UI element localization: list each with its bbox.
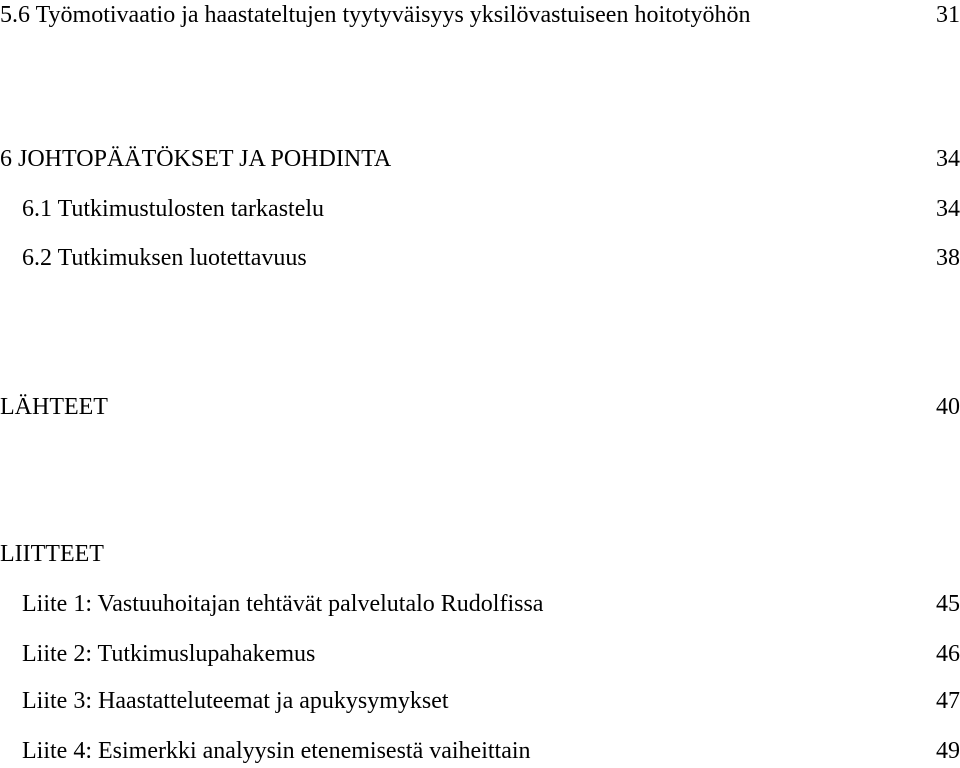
toc-entry-label: Liite 2: Tutkimuslupahakemus xyxy=(22,641,316,667)
toc-entry-6-1 xyxy=(0,194,960,224)
toc-page-number: 38 xyxy=(936,245,960,271)
toc-entry-label: Liite 1: Vastuuhoitajan tehtävät palvelutalo Rudolfissa xyxy=(22,591,544,617)
toc-page-number: 45 xyxy=(936,591,960,617)
toc-entry-label: LIITTEET xyxy=(0,541,104,567)
toc-entry-label: Liite 4: Esimerkki analyysin etenemisestä vaiheittain xyxy=(22,738,531,764)
toc-entry-6 xyxy=(0,144,960,174)
toc-entry-label: 6.1 Tutkimustulosten tarkastelu xyxy=(22,196,325,222)
toc-entry-5-6 xyxy=(0,0,960,30)
toc-page-number: 49 xyxy=(936,738,960,764)
toc-page-number: 34 xyxy=(936,146,960,172)
toc-page-number: 31 xyxy=(936,2,960,28)
toc-entry-liite-4 xyxy=(0,736,960,766)
toc-entry-liitteet xyxy=(0,539,960,569)
toc-page-number: 46 xyxy=(936,641,960,667)
toc-page-number: 47 xyxy=(936,688,960,714)
toc-entry-liite-1 xyxy=(0,589,960,619)
toc-page-number: 34 xyxy=(936,196,960,222)
toc-entry-liite-3 xyxy=(0,686,960,716)
toc-entry-label: 6 JOHTOPÄÄTÖKSET JA POHDINTA xyxy=(0,146,392,172)
toc-entry-label: LÄHTEET xyxy=(0,394,108,420)
toc-entry-6-2 xyxy=(0,243,960,273)
toc-page-number: 40 xyxy=(936,394,960,420)
toc-entry-label: 6.2 Tutkimuksen luotettavuus xyxy=(22,245,307,271)
toc-entry-lahteet xyxy=(0,392,960,422)
toc-entry-label: 5.6 Työmotivaatio ja haastateltujen tyytyväisyys yksilövastuiseen hoitotyöhön xyxy=(0,2,751,28)
toc-entry-liite-2 xyxy=(0,639,960,669)
toc-entry-label: Liite 3: Haastatteluteemat ja apukysymykset xyxy=(22,688,449,714)
